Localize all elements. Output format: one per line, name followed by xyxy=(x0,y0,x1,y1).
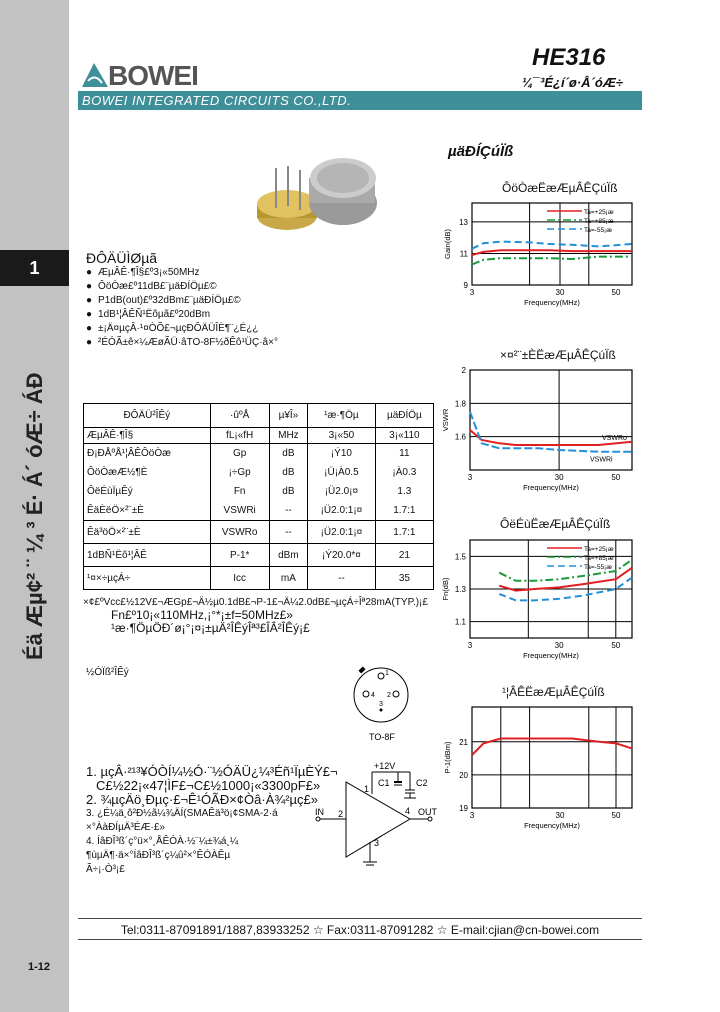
x-tick-label: 50 xyxy=(611,641,621,650)
features-title: ÐÔÄÜÌØµã xyxy=(86,250,158,266)
series-line-1 xyxy=(499,560,632,581)
cell: Êä³öÖ×²¨±È xyxy=(84,521,211,544)
y-axis-label: Fn(dB) xyxy=(441,577,450,601)
x-tick-label: 30 xyxy=(555,288,565,297)
x-tick-label: 3 xyxy=(467,473,473,482)
cell: VSWRi xyxy=(210,501,269,521)
cell: Gp xyxy=(210,444,269,463)
feature-item: ● 1dB¹¦ÂÊÑ¹Ëõµã£º20dBm xyxy=(86,308,278,322)
cell: 11 xyxy=(375,444,433,463)
note: Fn£º10¡«110MHz,¡°*¡±f=50MHz£» xyxy=(111,608,293,622)
y-tick-label: 9 xyxy=(463,281,468,290)
cell: 35 xyxy=(375,567,433,590)
cell: 3¡«50 xyxy=(308,428,376,444)
note-line: C£½22¡«47¦ÌF£¬C£½1000¡«3300pF£» xyxy=(96,778,321,793)
series-line-0 xyxy=(472,739,632,756)
x-tick-label: 50 xyxy=(611,811,621,820)
table-row xyxy=(84,501,434,521)
cell: ÊäÈëÖ×²¨±È xyxy=(84,501,211,521)
note-line: 3. ¿É¼ä¸ô²Ð½ã¼¾ÄÍ(SMAÊä³ö¡¢SMA-2·á xyxy=(86,808,278,819)
cell: 1.7:1 xyxy=(375,521,433,544)
cell: ¡Ý10 xyxy=(308,444,376,463)
logo-text: BOWEI xyxy=(108,60,198,91)
out-label: OUT xyxy=(418,807,437,817)
cell: ¹¤×÷µçÁ÷ xyxy=(84,567,211,590)
pin-diagram xyxy=(345,660,425,745)
cell: ¡Ü2.0:1¡¤ xyxy=(308,521,376,544)
column-header: ¹æ·¶Öµ xyxy=(308,404,376,428)
cell: dB xyxy=(269,463,307,482)
pin-label: 3 xyxy=(374,838,380,848)
logo-mountain-icon xyxy=(82,63,108,87)
typical-curves-title: µäÐÍÇúÏß xyxy=(448,143,514,160)
note-line: Ã÷¡·Ò³¡£ xyxy=(86,864,125,875)
cell: dB xyxy=(269,482,307,501)
y-tick-label: 13 xyxy=(459,217,468,227)
chart-3 xyxy=(442,703,642,836)
x-axis-label: Frequency(MHz) xyxy=(523,651,579,660)
c1-label: C1 xyxy=(378,778,390,788)
contact-footer: Tel:0311-87091891/1887,83933252 ☆ Fax:0311-87091282 ☆ E-mail:cjian@cn-bowei.com xyxy=(78,918,642,940)
y-tick-label: 1.8 xyxy=(454,399,466,409)
vcc-label: +12V xyxy=(374,761,396,771)
cell: ¡Ü2.0¡¤ xyxy=(308,482,376,501)
cell: -- xyxy=(269,501,307,521)
feature-item: ● ±¡Ä¤µçÂ·¹¤ÒÕ£¬µçÐÔÄÜÎÈ¶¨¿É¿¿ xyxy=(86,322,278,336)
chart-title: ¹¦ÂÊËæÆµÂÊÇúÏß xyxy=(502,685,605,699)
table-row xyxy=(84,444,434,463)
y-tick-label: 21 xyxy=(459,737,468,747)
c2-label: C2 xyxy=(416,778,428,788)
table-row xyxy=(84,567,434,590)
company-logo xyxy=(82,60,198,92)
cell: ¡Ý20.0*¤ xyxy=(308,544,376,567)
specs-table xyxy=(83,403,434,590)
chapter-vertical-title: Éä Æµ¢² ¨ ¼ ³ É· Á´ óÆ÷ ÁÐ xyxy=(22,372,47,660)
column-header: µ¥Î» xyxy=(269,404,307,428)
y-tick-label: 1.6 xyxy=(454,432,466,442)
note-line: 2. ¾µçÄö¸Ðµç·£¬Ê¹ÓÃÐ×¢Òâ·À¾²µç£» xyxy=(86,792,319,807)
chart-2 xyxy=(440,536,642,666)
cell: 21 xyxy=(375,544,433,567)
package-title: ½ÓÏß²ÎÊý xyxy=(86,667,129,678)
cell: dB xyxy=(269,444,307,463)
y-tick-label: 1.1 xyxy=(454,617,466,627)
cell: 1.7:1 xyxy=(375,501,433,521)
pin-label: 4 xyxy=(371,692,375,699)
x-axis-label: Frequency(MHz) xyxy=(524,298,580,307)
chapter-number: 1 xyxy=(0,250,69,286)
cell: Fn xyxy=(210,482,269,501)
product-subtitle: ¼¯³É¿í´ø·Å´óÆ÷ xyxy=(522,75,623,90)
y-tick-label: 1.3 xyxy=(454,585,466,594)
application-notes xyxy=(86,765,338,877)
model-number: HE316 xyxy=(532,44,606,71)
table-notes xyxy=(83,596,435,635)
series-label: VSWRi xyxy=(590,456,613,464)
table-row xyxy=(84,428,434,444)
y-axis-label: Gain(dB) xyxy=(443,228,452,260)
x-tick-label: 30 xyxy=(555,811,565,820)
product-photo xyxy=(255,148,380,248)
series-line-0 xyxy=(472,250,632,255)
pin-label: 4 xyxy=(405,806,411,816)
x-axis-label: Frequency(MHz) xyxy=(524,821,580,830)
feature-item: ● ²ÉÓÃ±ê×¼ÆøÃÜ·âTO-8F½ðÊô¹ÜÇ·â×° xyxy=(86,336,278,350)
plot-frame xyxy=(470,370,632,470)
legend-label: Ta=+25¡æ xyxy=(584,546,614,553)
cell: VSWRo xyxy=(210,521,269,544)
y-tick-label: 11 xyxy=(459,249,468,259)
cell: ¡À0.3 xyxy=(375,463,433,482)
y-axis-label: P-1(dBm) xyxy=(443,741,452,774)
column-header: ÐÔÄÜ²ÎÊý xyxy=(84,404,211,428)
y-tick-label: 2 xyxy=(461,366,466,375)
cell: ¡÷Gp xyxy=(210,463,269,482)
x-tick-label: 30 xyxy=(554,641,564,650)
column-header: ·ûºÅ xyxy=(210,404,269,428)
feature-item: ● P1dB(out)£º32dBm£¨µäÐÍÖµ£© xyxy=(86,294,278,308)
cell: fL¡«fH xyxy=(210,428,269,444)
x-tick-label: 3 xyxy=(469,288,475,297)
series-line-2 xyxy=(472,242,632,249)
pin-label: 1 xyxy=(385,670,389,677)
y-tick-label: 20 xyxy=(459,770,468,780)
cell: ¡Ü¡À0.5 xyxy=(308,463,376,482)
chart-title: ×¤²¨±ÈËæÆµÂÊÇúÏß xyxy=(500,348,616,362)
y-tick-label: 1.5 xyxy=(454,552,466,562)
cell: dBm xyxy=(269,544,307,567)
cell: ÆµÂÊ·¶Î§ xyxy=(84,428,211,444)
page-number: 1-12 xyxy=(28,961,51,973)
cell: 1dBÑ¹Ëõ¹¦ÂÊ xyxy=(84,544,211,567)
note-line: 1. µçÂ·²¹³¥ÓÒÍ¼½Ó·¨½ÓÄÜ¿¼³Éñ¹ÏµÈÝ£¬ xyxy=(86,764,338,779)
cell: Ð¡ÐÅºÅ¹¦ÂÊÔöÒæ xyxy=(84,444,211,463)
table-row xyxy=(84,521,434,544)
legend-label: Ta=+85¡æ xyxy=(584,555,614,562)
x-tick-label: 50 xyxy=(611,288,621,297)
note: ×¢£ºVcc£½12V£¬ÆGp£¬Ä½µ0.1dB£¬P-1£¬Ä¼2.0dB£¬µçÁ÷Îª28mA(TYP.)¡£ xyxy=(83,597,428,608)
table-header-row xyxy=(84,404,434,428)
legend-label: Ta=+25¡æ xyxy=(584,209,614,216)
cell: P-1* xyxy=(210,544,269,567)
chart-title: ÔëÉùËæÆµÂÊÇúÏß xyxy=(500,517,611,531)
series-line-1 xyxy=(472,257,632,265)
table-row xyxy=(84,544,434,567)
chart-0 xyxy=(442,199,642,313)
column-header: µäÐÍÖµ xyxy=(375,404,433,428)
plot-frame xyxy=(472,707,632,808)
note-line: 4. ÍâÐÎ³ß´ç°ü×°¸ÅÊÓÀ·½¨¼±¾á¸¼ xyxy=(86,836,239,847)
chart-title: ÔöÒæËæÆµÂÊÇúÏß xyxy=(502,181,618,195)
pin-label: 2 xyxy=(387,692,391,699)
legend-label: Ta=-55¡æ xyxy=(584,227,612,234)
features-list xyxy=(86,266,278,350)
series-label: VSWRo xyxy=(602,435,627,442)
package-outline xyxy=(354,668,408,722)
in-label: IN xyxy=(315,807,324,817)
note: ¹æ·¶ÖµÖÐ´ø¡°¡¤¡±µÄ²ÎÊýÎª³£ÎÂ²ÎÊý¡£ xyxy=(111,621,310,635)
pin-label: 2 xyxy=(338,809,344,819)
legend-label: Ta=+85¡æ xyxy=(584,218,614,225)
cell: ÔöÒæÆ½¶È xyxy=(84,463,211,482)
x-tick-label: 3 xyxy=(467,641,473,650)
feature-item: ● ÆµÂÊ·¶Î§£º3¡«50MHz xyxy=(86,266,278,280)
cell: 1.3 xyxy=(375,482,433,501)
pin-label: 1 xyxy=(364,784,370,794)
cell: ÔëÉùÏµÊý xyxy=(84,482,211,501)
x-tick-label: 30 xyxy=(554,473,564,482)
legend-label: Ta=-55¡æ xyxy=(584,564,612,571)
x-tick-label: 50 xyxy=(611,473,621,482)
cell: -- xyxy=(269,521,307,544)
y-tick-label: 19 xyxy=(459,804,468,813)
cell: Icc xyxy=(210,567,269,590)
pin-label: 3 xyxy=(379,701,383,708)
x-tick-label: 3 xyxy=(469,811,475,820)
table-row xyxy=(84,482,434,501)
cell: mA xyxy=(269,567,307,590)
chart-1 xyxy=(440,366,642,498)
cell: 3¡«110 xyxy=(375,428,433,444)
x-axis-label: Frequency(MHz) xyxy=(523,483,579,492)
table-row xyxy=(84,463,434,482)
cell: -- xyxy=(308,567,376,590)
company-bar: BOWEI INTEGRATED CIRCUITS CO.,LTD. xyxy=(78,91,642,110)
cell: ¡Ü2.0:1¡¤ xyxy=(308,501,376,521)
note-line: ¶ùµÄ¶·ä×°ÍâÐÎ³ß´ç¼û²×°ÊÓÀÊµ xyxy=(86,850,231,861)
feature-item: ● ÔöÒæ£º11dB£¨µäÐÍÖµ£© xyxy=(86,280,278,294)
cell: MHz xyxy=(269,428,307,444)
note-line: ×°ÀàÐÍµÄ³ÉÆ·£» xyxy=(86,822,165,833)
package-name: TO-8F xyxy=(369,732,395,742)
y-axis-label: VSWR xyxy=(441,408,450,432)
